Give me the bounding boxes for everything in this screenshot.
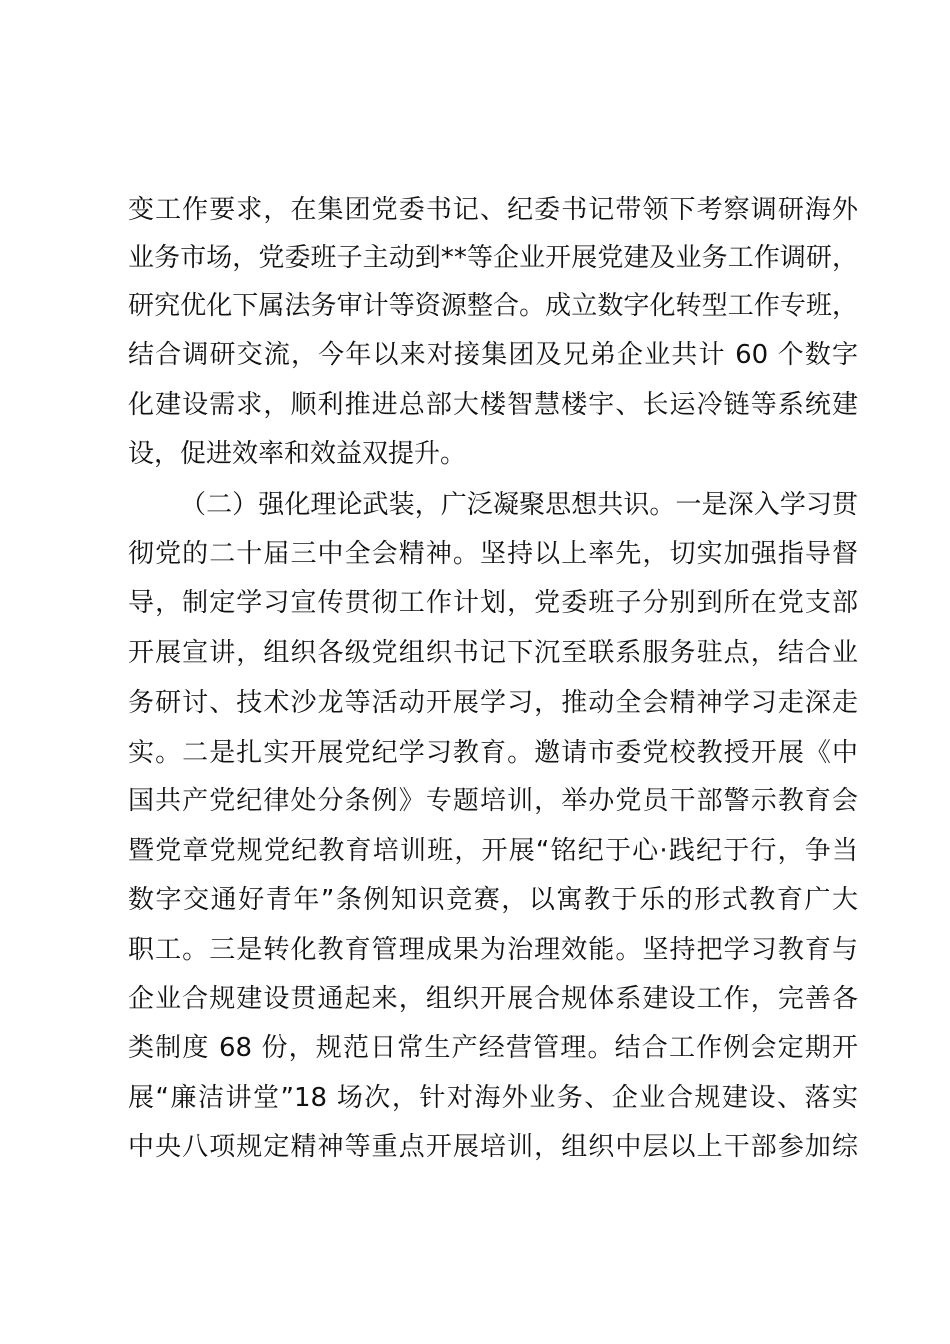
text-line-20: 中央八项规定精神等重点开展培训，组织中层以上干部参加综 (128, 1132, 858, 1162)
text-line-13: 国共产党纪律处分条例》专题培训，举办党员干部警示教育会 (128, 786, 858, 816)
text-line-15: 数字交通好青年”条例知识竞赛，以寓教于乐的形式教育广大 (128, 885, 858, 915)
text-line-2: 业务市场，党委班子主动到**等企业开展党建及业务工作调研， (128, 243, 858, 273)
text-line-14: 暨党章党规党纪教育培训班，开展“铭纪于心·践纪于行，争当 (128, 836, 858, 866)
text-line-3: 研究优化下属法务审计等资源整合。成立数字化转型工作专班， (128, 291, 858, 321)
text-line-16: 职工。三是转化教育管理成果为治理效能。坚持把学习教育与 (128, 935, 858, 965)
text-line-19: 展“廉洁讲堂”18 场次，针对海外业务、企业合规建设、落实 (128, 1083, 858, 1113)
text-line-1: 变工作要求，在集团党委书记、纪委书记带领下考察调研海外 (128, 195, 858, 225)
text-line-12: 实。二是扎实开展党纪学习教育。邀请市委党校教授开展《中 (128, 738, 858, 768)
text-line-18: 类制度 68 份，规范日常生产经营管理。结合工作例会定期开 (128, 1033, 858, 1063)
text-line-10: 开展宣讲，组织各级党组织书记下沉至联系服务驻点，结合业 (128, 638, 858, 668)
text-line-8: 彻党的二十届三中全会精神。坚持以上率先，切实加强指导督 (128, 539, 858, 569)
text-line-11: 务研讨、技术沙龙等活动开展学习，推动全会精神学习走深走 (128, 688, 858, 718)
text-line-5: 化建设需求，顺利推进总部大楼智慧楼宇、长运冷链等系统建 (128, 390, 858, 420)
text-line-6: 设，促进效率和效益双提升。 (128, 439, 467, 469)
text-line-4: 结合调研交流，今年以来对接集团及兄弟企业共计 60 个数字 (128, 340, 858, 370)
text-line-17: 企业合规建设贯通起来，组织开展合规体系建设工作，完善各 (128, 984, 858, 1014)
text-line-9: 导，制定学习宣传贯彻工作计划，党委班子分别到所在党支部 (128, 588, 858, 618)
section-heading-line: （二）强化理论武装，广泛凝聚思想共识。一是深入学习贯 (180, 490, 858, 520)
